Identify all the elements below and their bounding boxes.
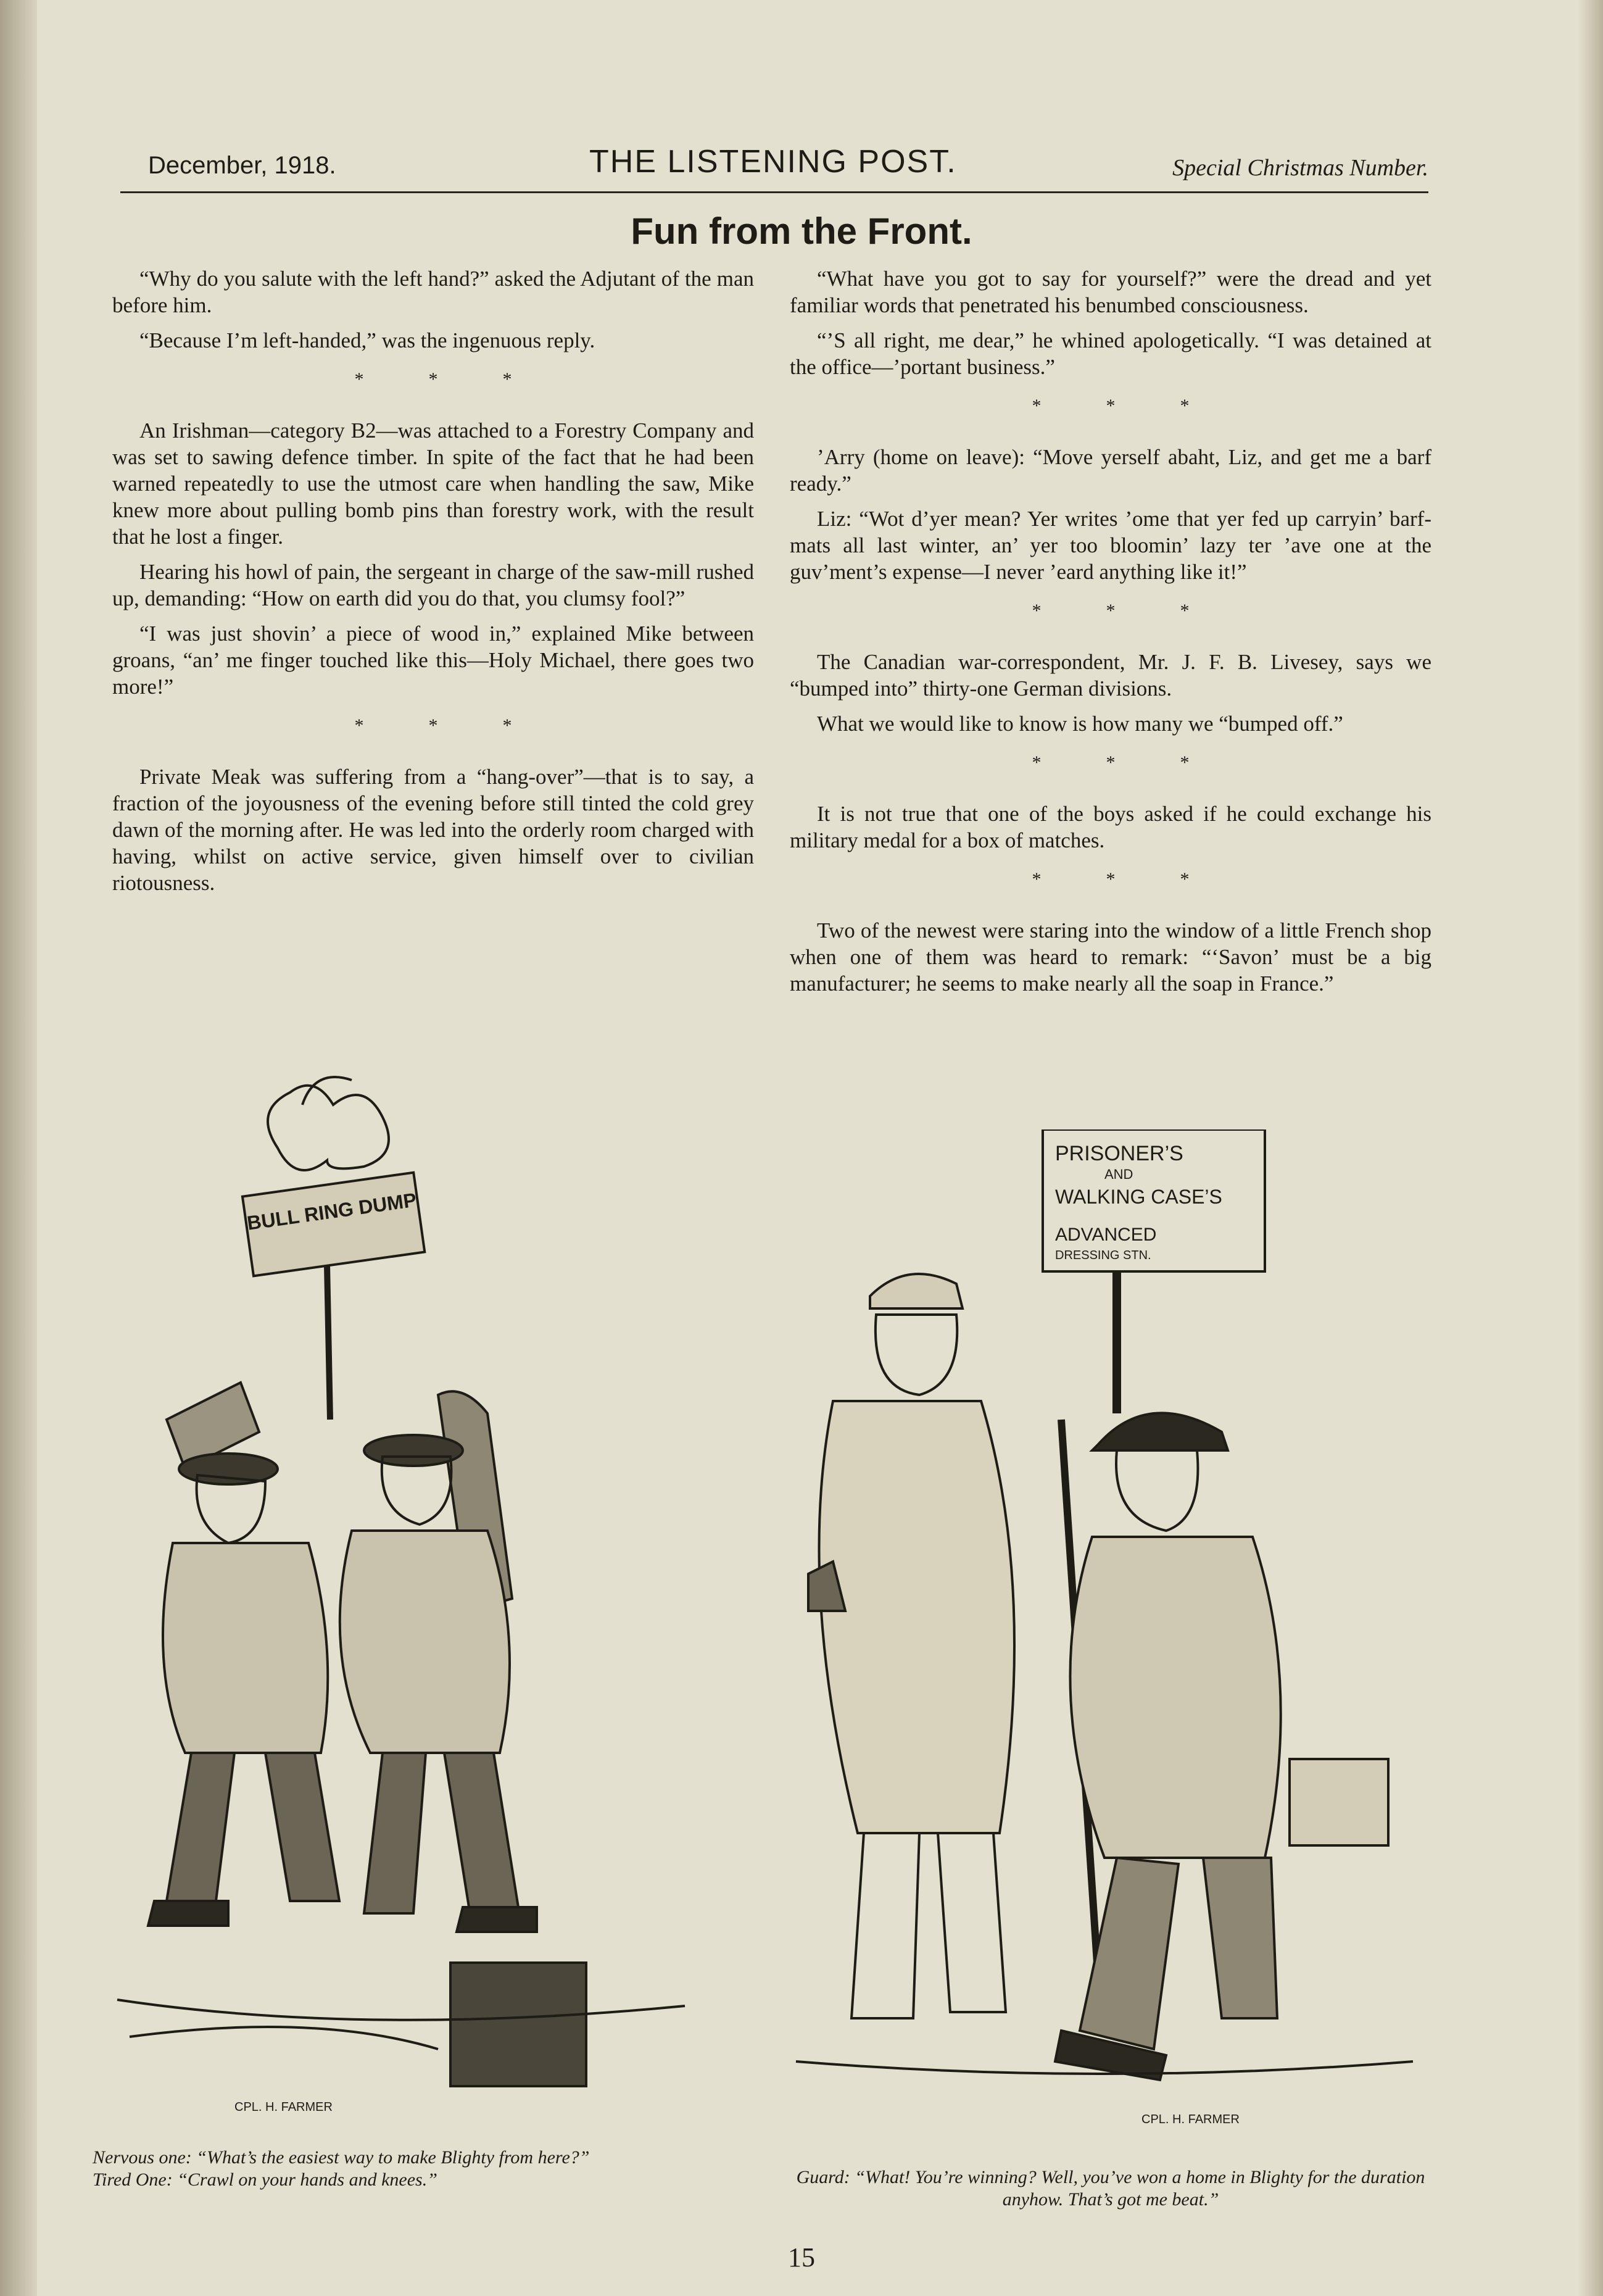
svg-text:ADVANCED: ADVANCED: [1055, 1225, 1157, 1245]
paragraph: An Irishman—category B2—was attached to a Forestry Company and was set to sawing defence timber. In spite of the fact that he had been warned repeatedly to use the utmost care when handling the saw, Mike knew more about pulling bomb pins than forestry work, with the result that he lost a finger.: [112, 418, 754, 549]
paragraph: “I was just shovin’ a piece of wood in,” explained Mike between groans, “an’ me finger touched like this—Holy Michael, there goes two more!”: [112, 622, 754, 699]
paragraph: The Canadian war-correspondent, Mr. J. F. B. Livesey, says we “bumped into” thirty-one German divisions.: [790, 650, 1431, 701]
header-date: December, 1918.: [148, 152, 336, 179]
header-rule: [120, 191, 1428, 193]
paragraph: What we would like to know is how many we “bumped off.”: [817, 712, 1343, 736]
paragraph: Liz: “Wot d’yer mean? Yer writes ’ome that yer fed up carryin’ barf-mats all last winter, an’ yer too bloomin’ lazy ter ’ave one at the guv’ment’s expense—I never ’eard anything like it!”: [790, 507, 1431, 584]
cartoon-caption-left: [93, 2147, 740, 2191]
right-column: [790, 265, 1431, 1005]
separator-stars: * * *: [1032, 869, 1190, 889]
caption-line: Nervous one: “What’s the easiest way to make Blighty from here?”: [93, 2147, 590, 2168]
svg-text:PRISONER’S: PRISONER’S: [1055, 1142, 1183, 1165]
cartoon-caption-right: Guard: “What! You’re winning? Well, you’ve won a home in Blighty for the duration anyhow. That’s got me beat.”: [796, 2167, 1425, 2210]
cartoon-illustration-guard-and-soldier: [771, 1129, 1450, 2136]
paragraph: “Why do you salute with the left hand?” asked the Adjutant of the man before him.: [112, 267, 754, 317]
header-edition: Special Christmas Number.: [1172, 155, 1428, 181]
svg-text:AND: AND: [1104, 1167, 1133, 1182]
page-gutter-shadow: [0, 0, 37, 2296]
article-title: Fun from the Front.: [631, 210, 972, 252]
separator-stars: * * *: [354, 715, 512, 736]
paragraph: “’S all right, me dear,” he whined apologetically. “I was detained at the office—’portant business.”: [790, 328, 1431, 379]
separator-stars: * * *: [1032, 396, 1190, 416]
svg-text:DRESSING STN.: DRESSING STN.: [1055, 1249, 1151, 1262]
separator-stars: * * *: [1032, 752, 1190, 773]
paragraph: Private Meak was suffering from a “hang-over”—that is to say, a fraction of the joyousness of the evening before still tinted the cold grey dawn of the morning after. He was led into the orderly room charged with having, whilst on active service, given himself over to civilian riotousness.: [112, 765, 754, 895]
page-number: 15: [788, 2242, 815, 2273]
paragraph: “What have you got to say for yourself?” were the dread and yet familiar words that penetrated his benumbed consciousness.: [790, 267, 1431, 317]
paragraph: Hearing his howl of pain, the sergeant in charge of the saw-mill rushed up, demanding: “How on earth did you do that, you clumsy fool?”: [112, 560, 754, 610]
cartoon-illustration-soldiers-resting: [93, 1037, 747, 2129]
header-masthead: THE LISTENING POST.: [589, 144, 957, 180]
separator-stars: * * *: [354, 369, 512, 389]
left-column: [112, 265, 754, 905]
caption-line: Tired One: “Crawl on your hands and knees.”: [93, 2169, 437, 2190]
svg-text:BULL RING DUMP: BULL RING DUMP: [246, 1188, 418, 1234]
svg-text:CPL. H. FARMER: CPL. H. FARMER: [234, 2100, 333, 2114]
paragraph: ’Arry (home on leave): “Move yerself abaht, Liz, and get me a barf ready.”: [790, 445, 1431, 496]
page-header: [120, 141, 1428, 190]
paragraph: “Because I’m left-handed,” was the ingenuous reply.: [139, 328, 595, 352]
page-edge-shadow: [1578, 0, 1603, 2296]
separator-stars: * * *: [1032, 601, 1190, 621]
svg-text:WALKING CASE’S: WALKING CASE’S: [1055, 1186, 1222, 1208]
paragraph: It is not true that one of the boys asked if he could exchange his military medal for a box of matches.: [790, 802, 1431, 852]
paragraph: Two of the newest were staring into the window of a little French shop when one of them was heard to remark: “‘Savon’ must be a big manufacturer; he seems to make nearly all the soap in France.”: [790, 918, 1431, 996]
svg-text:CPL. H. FARMER: CPL. H. FARMER: [1141, 2113, 1240, 2126]
